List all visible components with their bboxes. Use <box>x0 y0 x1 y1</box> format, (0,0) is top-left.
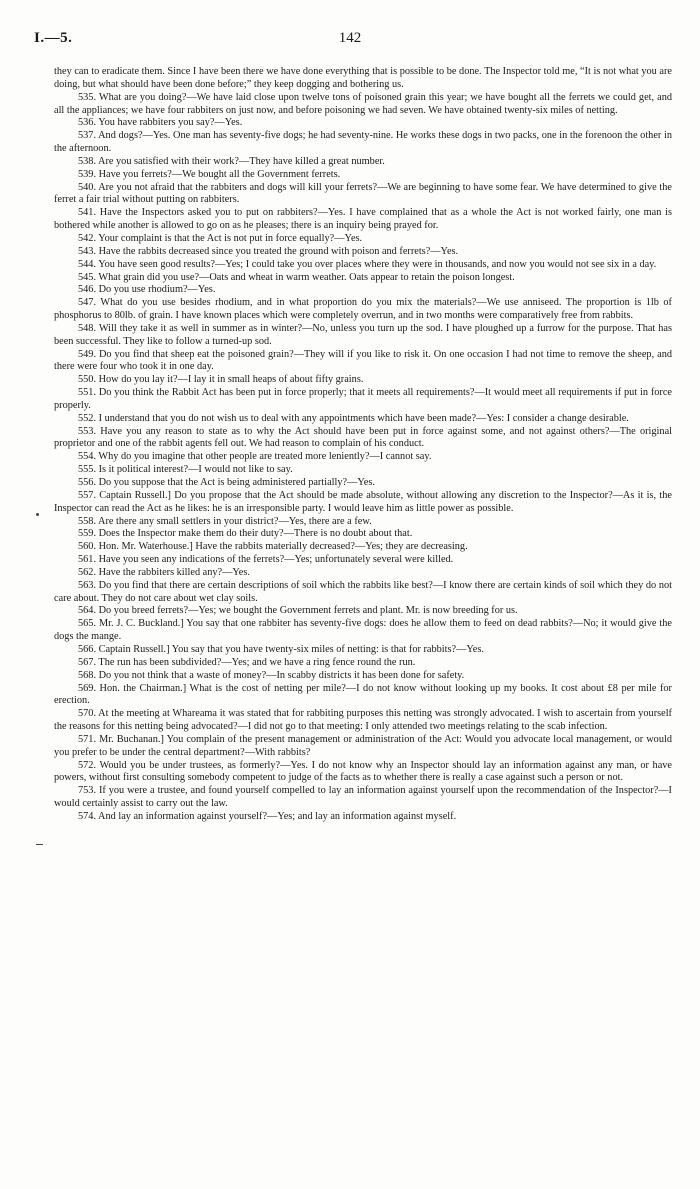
paragraph: 559. Does the Inspector make them do their duty?—There is no doubt about that. <box>78 528 413 540</box>
paragraph: 566. Captain Russell.] You say that you have twenty-six miles of netting: is that for rabbits?—Yes. <box>78 643 484 655</box>
paragraph: 536. You have rabbiters you say?—Yes. <box>78 117 243 129</box>
paragraph: 572. Would you be under trustees, as formerly?—Yes. I do not know why an Inspector should lay an information against any man, or have powers, without first consulting somebody competent to judge of the facts as to whether there is really a case against such a person or not. <box>54 759 672 784</box>
paragraph: 539. Have you ferrets?—We bought all the Government ferrets. <box>78 168 341 180</box>
paragraph: 555. Is it political interest?—I would not like to say. <box>78 464 293 476</box>
paragraph: 538. Are you satisfied with their work?—They have killed a great number. <box>78 155 385 167</box>
paragraph: they can to eradicate them. Since I have been there we have done everything that is possible to be done. The Inspector told me, “It is not what you are doing, but what should have been done before;” they keep dogging and bothering us. <box>54 66 672 90</box>
paragraph: 564. Do you breed ferrets?—Yes; we bought the Government ferrets and plant. Mr. is now breeding for us. <box>78 605 518 617</box>
paragraph: 542. Your complaint is that the Act is not put in force equally?—Yes. <box>78 232 363 244</box>
paragraph: 554. Why do you imagine that other people are treated more leniently?—I cannot say. <box>78 451 432 463</box>
paragraph: 545. What grain did you use?—Oats and wheat in warm weather. Oats appear to retain the poison longest. <box>78 271 515 283</box>
paragraph: 537. And dogs?—Yes. One man has seventy-five dogs; he had seventy-nine. He works these dogs in two packs, one in the forenoon the other in the afternoon. <box>54 130 672 155</box>
paragraph: 551. Do you think the Rabbit Act has been put in force properly; that it meets all requirements?—It would meet all requirements if put in force properly. <box>54 387 672 411</box>
paragraph: 570. At the meeting at Whareama it was stated that for rabbiting purposes this netting was strongly advocated. I wish to ascertain from yourself the reasons for this netting being advocated?—I did not go to that meeting: I only attended two meetings relating to the scab infection. <box>54 708 672 733</box>
page-number: 142 <box>338 30 362 46</box>
paragraph: 535. What are you doing?—We have laid close upon twelve tons of poisoned grain this year; we have bought all the ferrets we could get, and all the appliances; we have four rabbiters on just now, and before poisoning we had seven. We have obtained twenty-six miles of netting. <box>54 91 672 116</box>
paragraph: 567. The run has been subdivided?—Yes; and we have a ring fence round the run. <box>78 656 416 668</box>
paragraph: 571. Mr. Buchanan.] You complain of the present management or administration of the Act: Would you advocate local management, or would you prefer to be under the central department?—With rabbits? <box>54 733 672 758</box>
paragraph: 549. Do you find that sheep eat the poisoned grain?—They will if you like to risk it. On one occasion I had not time to remove the sheep, and there were four who took it in one day. <box>54 348 672 373</box>
paragraph: 560. Hon. Mr. Waterhouse.] Have the rabbits materially decreased?—Yes; they are decreasing. <box>78 541 468 553</box>
page-reference: I.—5. <box>34 30 73 46</box>
paragraph: 550. How do you lay it?—I lay it in small heaps of about fifty grains. <box>78 374 364 386</box>
margin-mark <box>36 844 43 845</box>
paragraph: 541. Have the Inspectors asked you to put on rabbiters?—Yes. I have complained that as a whole the Act is not worked fairly, one man is bothered while another is allowed to go on as he pleases; there is an inquiry being prayed for. <box>54 207 672 232</box>
paragraph: 552. I understand that you do not wish us to deal with any appointments which have been made?—Yes: I consider a change desirable. <box>78 412 629 424</box>
paragraph: 548. Will they take it as well in summer as in winter?—No, unless you turn up the sod. I have ploughed up a furrow for the purpose. That has been successful. They like to follow a turned-up sod. <box>54 322 672 347</box>
paragraph: 562. Have the rabbiters killed any?—Yes. <box>78 566 250 578</box>
paragraph: 753. If you were a trustee, and found yourself compelled to lay an information against yourself upon the recommendation of the Inspector?—I would certainly assist to carry out the law. <box>54 785 672 810</box>
paragraph: 565. Mr. J. C. Buckland.] You say that one rabbiter has seventy-five dogs: does he allow them to feed on dead rabbits?—No; it would give the dogs the mange. <box>54 618 672 643</box>
paragraph: 547. What do you use besides rhodium, and in what proportion do you mix the materials?—We use anniseed. The proportion is 1lb of phosphorus to 80lb. of grain. I have known places which were completely overrun, and in two months were comparatively free from rabbits. <box>54 297 672 322</box>
margin-mark <box>36 513 39 516</box>
paragraph: 557. Captain Russell.] Do you propose that the Act should be made absolute, without allowing any discretion to the Inspector?—As it is, the Inspector can read the Act as he likes: he is an irresponsible party. I would leave him as little power as possible. <box>54 489 672 514</box>
paragraph: 561. Have you seen any indications of the ferrets?—Yes; unfortunately several were killed. <box>78 554 454 566</box>
paragraph: 544. You have seen good results?—Yes; I could take you over places where they were in thousands, and now you would not see six in a day. <box>78 258 657 270</box>
testimony-body <box>54 66 672 824</box>
paragraph: 563. Do you find that there are certain descriptions of soil which the rabbits like best?—I know there are certain kinds of soil which they do not care about. They do not care about wet clay soils. <box>54 579 672 604</box>
paragraph: 540. Are you not afraid that the rabbiters and dogs will kill your ferrets?—We are beginning to have some fear. We have determined to give the ferret a fair trial without putting on rabbiters. <box>54 181 672 206</box>
page-header <box>34 30 666 54</box>
paragraph: 546. Do you use rhodium?—Yes. <box>78 284 216 296</box>
paragraph: 568. Do you not think that a waste of money?—In scabby districts it has been done for safety. <box>78 669 465 681</box>
paragraph: 569. Hon. the Chairman.] What is the cost of netting per mile?—I do not know without looking up my books. It cost about £8 per mile for erection. <box>54 682 672 707</box>
paragraph: 553. Have you any reason to state as to why the Act should have been put in force against some, and not against others?—The original proprietor and one of the rabbit agents fell out. We had reason to complain of his conduct. <box>54 425 672 450</box>
paragraph: 556. Do you suppose that the Act is being administered partially?—Yes. <box>78 477 375 488</box>
paragraph: 558. Are there any small settlers in your district?—Yes, there are a few. <box>78 515 372 527</box>
paragraph: 574. And lay an information against yourself?—Yes; and lay an information against myself. <box>78 810 457 822</box>
paragraph: 543. Have the rabbits decreased since you treated the ground with poison and ferrets?—Yes. <box>78 245 459 257</box>
